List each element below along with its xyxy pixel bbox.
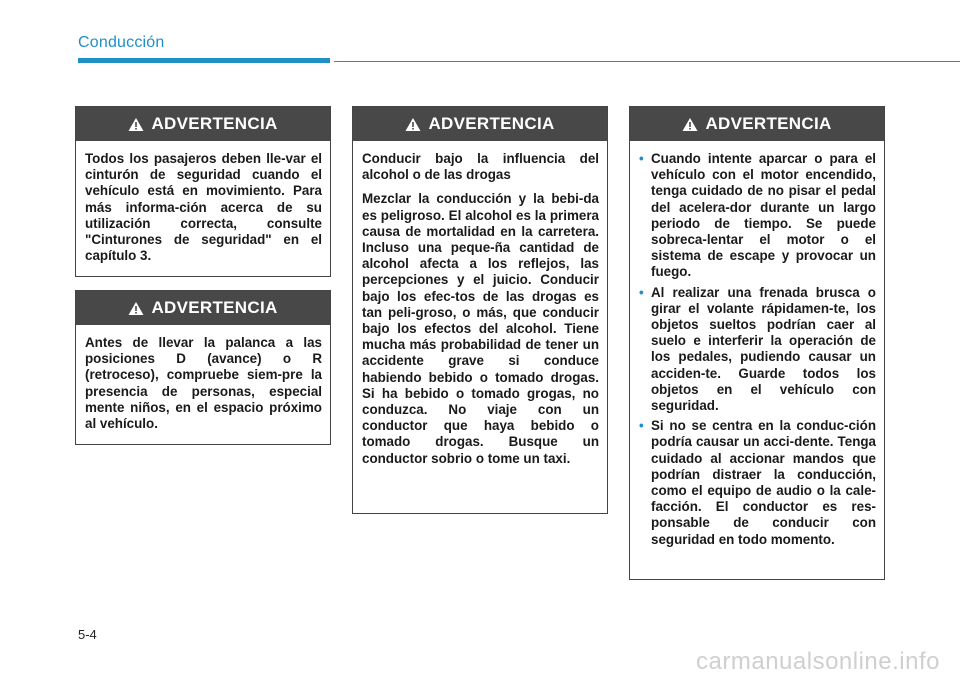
warning-triangle-icon bbox=[128, 117, 144, 132]
warning-heading: ADVERTENCIA bbox=[428, 114, 555, 133]
section-title: Conducción bbox=[78, 34, 165, 51]
warning-bullet: • Al realizar una frenada brusca o girar el volante rápidamen-te, los objetos sueltos podrían caer al suelo e interferir la operación de los pedales, pudiendo causar un acciden-te. Guarde todos los objetos en el vehículo con seguridad. bbox=[639, 285, 876, 415]
warning-text: Mezclar la conducción y la bebi-da es peligroso. El alcohol es la primera causa de mortalidad en la carretera. Incluso una peque-ña cantidad de alcohol afecta a los reflejos, las percepciones y el juicio. Conducir bajo los efec-tos de las drogas es tan peli-groso, o más, que conducir bajo los efectos del alcohol. Tiene mucha más probabilidad de tener un accidente grave si conduce habiendo bebido o tomado drogas. Si ha bebido o tomado grogas, no conduzca. No viaje con un conductor que haya bebido o tomado drogas. Busque un conductor sobrio o tome un taxi. bbox=[362, 191, 599, 466]
warning-triangle-icon bbox=[405, 117, 421, 132]
warning-box-alcohol-drugs bbox=[352, 106, 608, 514]
header-rule bbox=[334, 61, 960, 62]
warning-text: Antes de llevar la palanca a las posiciones D (avance) o R (retroceso), compruebe siem-pre la presencia de personas, especial mente niños, en el espacio próximo al vehículo. bbox=[85, 335, 322, 432]
warning-header bbox=[630, 107, 884, 141]
warning-bullet: • Si no se centra en la conduc-ción podría causar un acci-dente. Tenga cuidado al accionar mandos que podrían distraer la conducción, como el equipo de audio o la cale-facción. El conductor es res-ponsable de conducir con seguridad en todo momento. bbox=[639, 418, 876, 548]
warning-heading: ADVERTENCIA bbox=[151, 114, 278, 133]
warning-box-driving-safety bbox=[629, 106, 885, 580]
warning-header bbox=[353, 107, 607, 141]
page-number: 5-4 bbox=[78, 627, 97, 642]
warning-body bbox=[353, 141, 607, 475]
watermark: carmanualsonline.info bbox=[696, 648, 940, 675]
warning-box-gear-lever bbox=[75, 290, 331, 445]
warning-box-seatbelts bbox=[75, 106, 331, 277]
warning-body bbox=[630, 141, 884, 560]
warning-body bbox=[76, 141, 330, 272]
warning-triangle-icon bbox=[682, 117, 698, 132]
warning-triangle-icon bbox=[128, 301, 144, 316]
warning-bullet-list bbox=[639, 151, 876, 548]
warning-header bbox=[76, 291, 330, 325]
warning-subtitle: Conducir bajo la influencia del alcohol o de las drogas bbox=[362, 151, 599, 183]
warning-heading: ADVERTENCIA bbox=[151, 298, 278, 317]
warning-heading: ADVERTENCIA bbox=[705, 114, 832, 133]
warning-bullet: • Cuando intente aparcar o para el vehículo con el motor encendido, tenga cuidado de no pisar el pedal del acelera-dor durante un largo periodo de tiempo. Se puede sobreca-lentar el motor o el sistema de escape y provocar un fuego. bbox=[639, 151, 876, 281]
warning-text: Todos los pasajeros deben lle-var el cinturón de seguridad cuando el vehículo está en movimiento. Para más informa-ción acerca de su utilización correcta, consulte "Cinturones de seguridad" en el capítulo 3. bbox=[85, 151, 322, 264]
header-rule-accent bbox=[78, 58, 330, 63]
warning-body bbox=[76, 325, 330, 440]
warning-header bbox=[76, 107, 330, 141]
